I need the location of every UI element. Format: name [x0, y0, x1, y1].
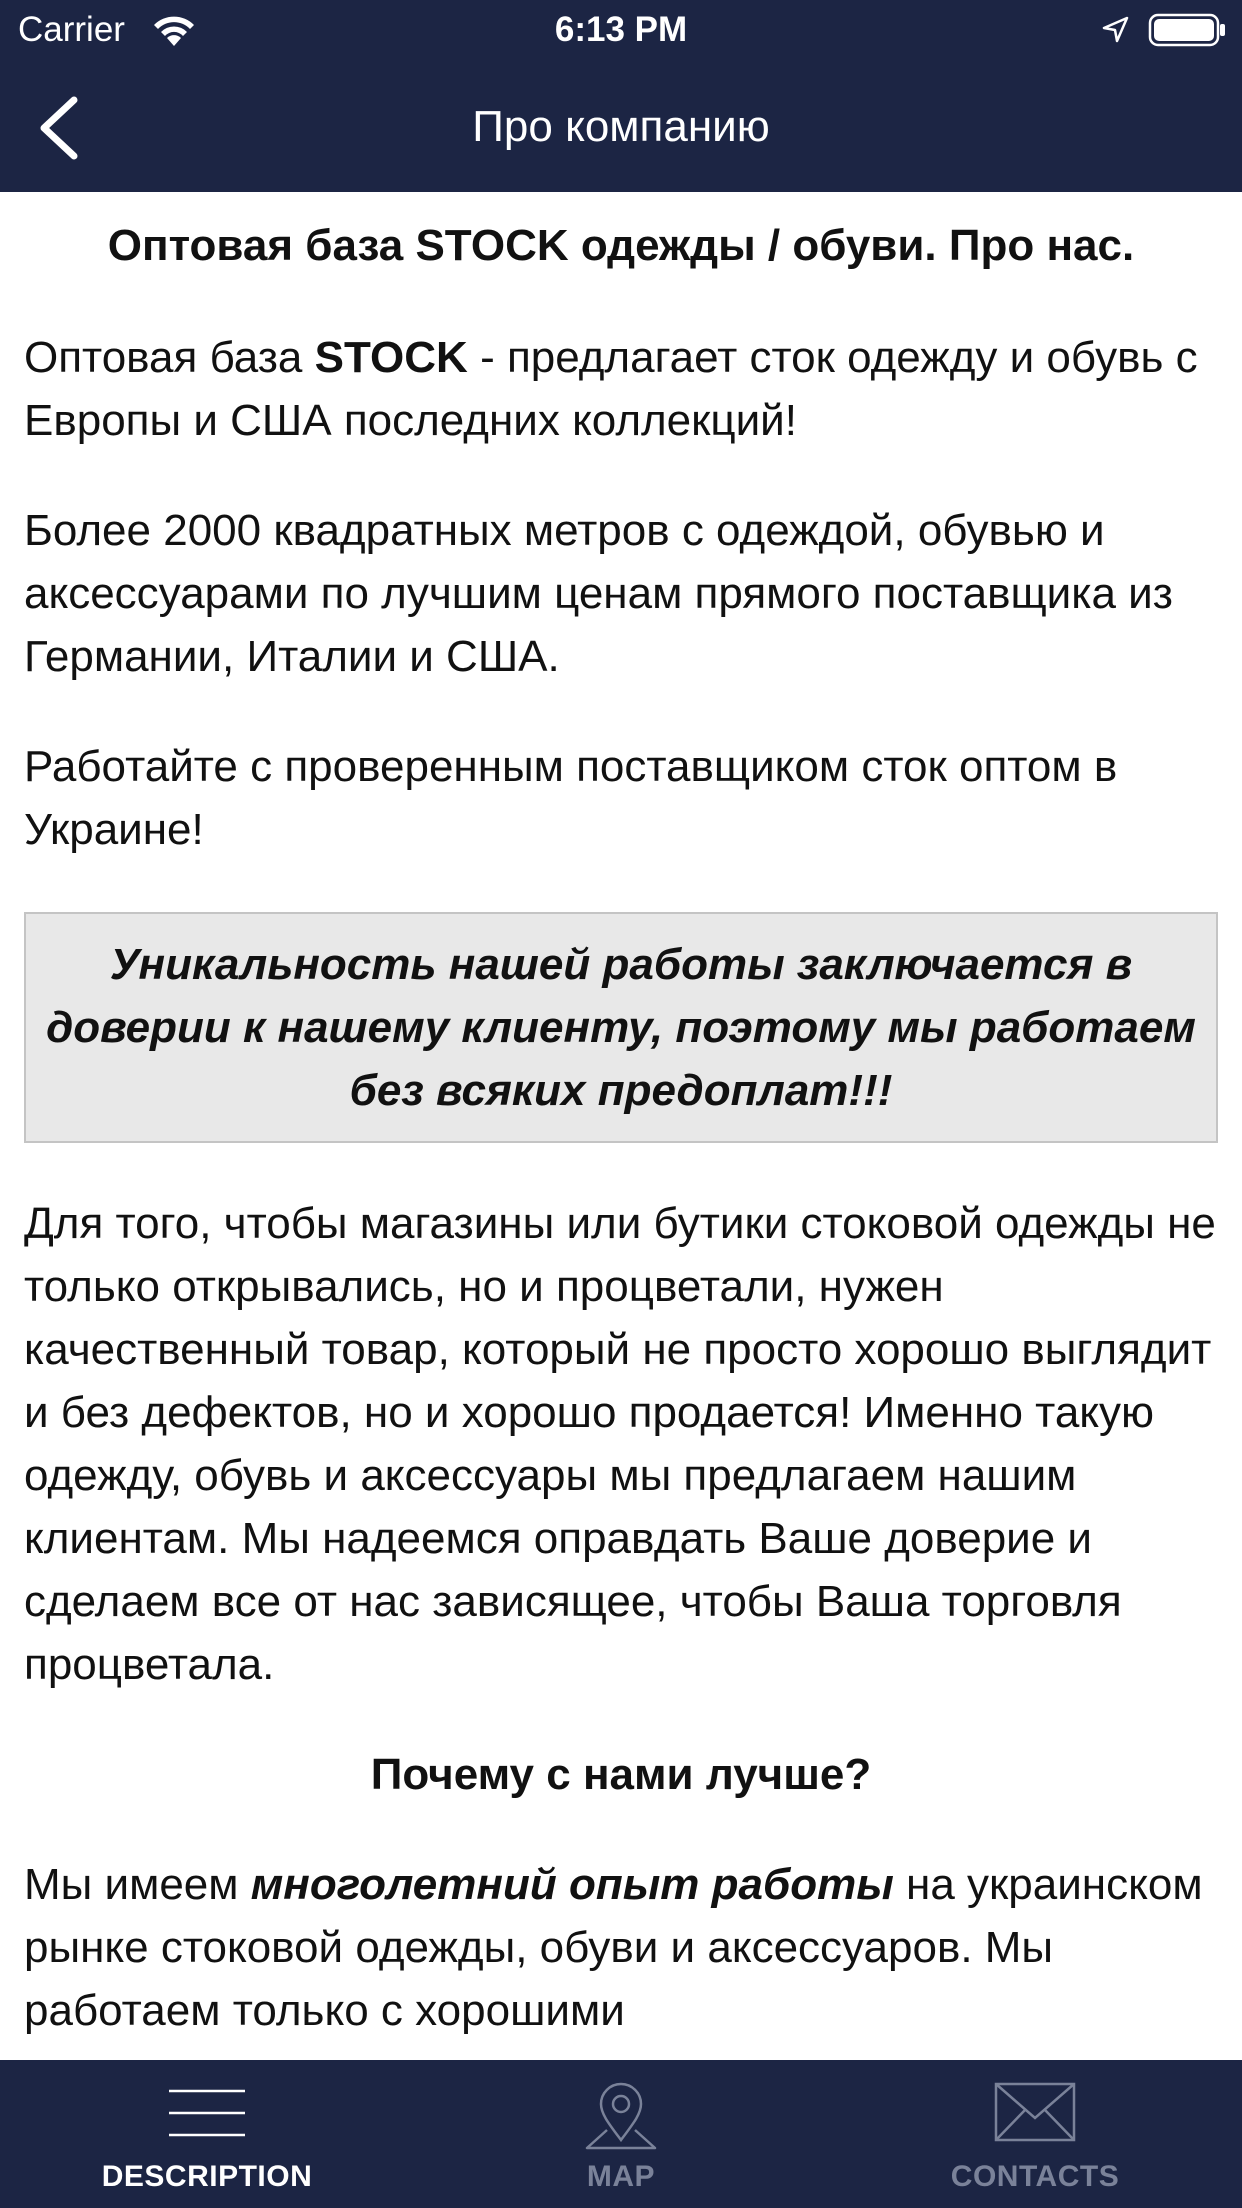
map-pin-icon — [581, 2078, 661, 2152]
supplier-paragraph: Работайте с проверенным поставщиком сток оптом в Украине! — [24, 742, 1118, 854]
page-title: Про компанию — [472, 102, 770, 151]
tab-bar — [0, 2060, 1242, 2208]
brand-name: STOCK — [314, 333, 468, 382]
section-heading: Оптовая база STOCK одежды / обуви. Про нас. — [107, 221, 1135, 270]
carrier-label: Carrier — [18, 10, 125, 49]
quality-paragraph: Для того, чтобы магазины или бутики стоковой одежды не только открывались, но и процветали, нужен качественный товар, который не просто хорошо выглядит и без дефектов, но и хорошо продается! Именно такую одежду, обувь и аксессуары мы предлагаем нашим клиентам. Мы надеемся оправдать Ваше доверие и сделаем все от нас зависящее, чтобы Ваша торговля процветала. — [24, 1199, 1216, 1689]
area-paragraph: Более 2000 квадратных метров с одеждой, обувью и аксессуарами по лучшим ценам прямого поставщика из Германии, Италии и США. — [24, 506, 1173, 681]
menu-lines-icon — [167, 2078, 247, 2148]
description-content[interactable] — [0, 192, 1242, 2060]
envelope-icon — [993, 2078, 1077, 2144]
status-bar — [0, 0, 1242, 62]
experience-emphasis: многолетний опыт работы — [250, 1860, 894, 1909]
location-arrow-icon — [1100, 15, 1130, 45]
tab-map[interactable] — [414, 2060, 828, 2208]
navigation-bar — [0, 62, 1242, 192]
highlight-box: Уникальность нашей работы заключается в доверии к нашему клиенту, поэтому мы работаем без всяких предоплат!!! — [24, 912, 1218, 1143]
intro-paragraph: Оптовая база STOCK - предлагает сток одежду и обувь с Европы и США последних коллекций! — [24, 333, 1198, 445]
tab-contacts[interactable] — [828, 2060, 1242, 2208]
why-us-heading: Почему с нами лучше? — [370, 1750, 872, 1799]
tab-contacts-label: CONTACTS — [950, 2160, 1120, 2193]
tab-description-label: DESCRIPTION — [101, 2160, 313, 2193]
tab-map-label: MAP — [586, 2160, 656, 2193]
experience-paragraph: Мы имеем многолетний опыт работы на украинском рынке стоковой одежды, обуви и аксессуаров. Мы работаем только с хорошими — [24, 1860, 1203, 2035]
battery-icon — [1148, 12, 1228, 48]
clock: 6:13 PM — [554, 10, 688, 49]
tab-description[interactable] — [0, 2060, 414, 2208]
